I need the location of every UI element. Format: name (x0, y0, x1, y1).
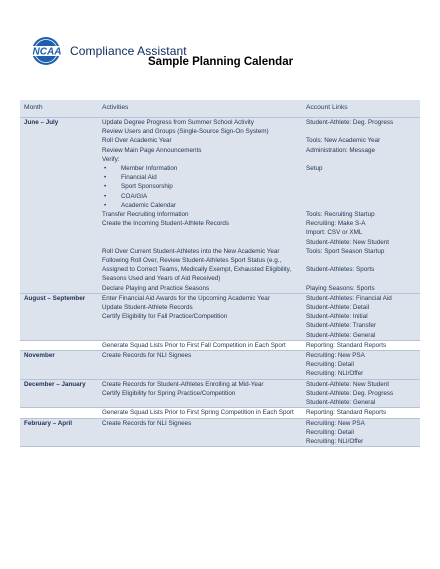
column-header-month: Month (20, 100, 98, 118)
table-row (20, 118, 420, 128)
document-header (26, 36, 426, 86)
activity-cell: Review Users and Groups (Single-Source Sign-On System) (98, 127, 302, 136)
link-text: Recruiting: NLI/Offer (306, 437, 364, 445)
activity-cell: Review Main Page Announcements (98, 146, 302, 155)
link-cell (302, 219, 420, 247)
link-cell: Playing Seasons: Sports (302, 284, 420, 294)
page-title: Sample Planning Calendar (148, 56, 294, 68)
brand-name: Compliance Assistant (70, 44, 187, 58)
list-item: • Member Information (102, 164, 299, 173)
planning-calendar-table (20, 100, 420, 447)
verify-label: Verify: (102, 155, 120, 163)
activity-cell: Create Records for NLI Signees (98, 418, 302, 447)
month-cell: June – July (20, 118, 98, 128)
logo-text: NCAA (32, 46, 62, 58)
link-text: Setup (306, 164, 323, 172)
month-cell (20, 284, 98, 294)
table-row (20, 303, 420, 312)
table-row (20, 293, 420, 303)
table-row (20, 312, 420, 340)
activity-cell: Roll Over Academic Year (98, 136, 302, 145)
month-cell (20, 136, 98, 145)
column-header-account-links: Account Links (302, 100, 420, 118)
link-cell: Tools: New Academic Year (302, 136, 420, 145)
table-row (20, 247, 420, 256)
link-cell (302, 256, 420, 284)
link-text: Recruiting: Make S-A (306, 220, 366, 228)
month-cell (20, 340, 98, 350)
month-cell (20, 155, 98, 210)
month-cell (20, 219, 98, 247)
activity-cell: Enter Financial Aid Awards for the Upcoming Academic Year (98, 293, 302, 303)
activity-cell: Update Degree Progress from Summer School Activity (98, 118, 302, 128)
activity-cell: Certify Eligibility for Fall Practice/Competition (98, 312, 302, 340)
link-text: Student-Athletes: Sports (306, 266, 375, 274)
table-row (20, 418, 420, 447)
column-header-activities: Activities (98, 100, 302, 118)
month-cell (20, 127, 98, 136)
link-text: Recruiting: NLI/Offer (306, 370, 364, 378)
link-cell (302, 312, 420, 340)
activity-cell: Create the Incoming Student-Athlete Records (98, 219, 302, 247)
month-cell (20, 210, 98, 219)
activity-cell: Create Records for NLI Signees (98, 351, 302, 380)
table-row (20, 389, 420, 408)
link-cell (302, 351, 420, 380)
link-cell: Student-Athletes: Financial Aid (302, 293, 420, 303)
verify-list (102, 164, 299, 210)
link-text: Student-Athlete: Initial (306, 313, 368, 321)
list-item: • Academic Calendar (102, 201, 299, 210)
month-cell: December – January (20, 379, 98, 389)
month-cell (20, 303, 98, 312)
activity-cell: Declare Playing and Practice Seasons (98, 284, 302, 294)
table-row (20, 351, 420, 380)
activity-cell: Following Roll Over, Review Student-Athletes Sport Status (e.g., Assigned to Correct Teams, Medically Exempt, Exhausted Eligibility, Seasons Used and Years of Aid Received) (98, 256, 302, 284)
link-text: Recruiting: Detail (306, 361, 354, 369)
activity-cell: Update Student-Athlete Records (98, 303, 302, 312)
month-cell (20, 389, 98, 408)
table-row (20, 155, 420, 210)
table-row (20, 146, 420, 155)
table-row (20, 340, 420, 350)
list-item: • COA/GIA (102, 192, 299, 201)
activity-cell: Transfer Recruiting Information (98, 210, 302, 219)
link-text: Student-Athlete: General (306, 331, 376, 339)
list-item: • Financial Aid (102, 173, 299, 182)
activity-cell: Generate Squad Lists Prior to First Spring Competition in Each Sport (98, 408, 302, 418)
table-row (20, 408, 420, 418)
link-text: Student-Athlete: New Student (306, 238, 389, 246)
activity-cell: Create Records for Student-Athletes Enrolling at Mid-Year (98, 379, 302, 389)
link-cell (302, 389, 420, 408)
link-cell: Administration: Message (302, 146, 420, 155)
link-cell (302, 127, 420, 136)
link-text: Student-Athlete: Transfer (306, 322, 377, 330)
month-cell (20, 247, 98, 256)
link-cell: Tools: Sport Season Startup (302, 247, 420, 256)
month-cell: November (20, 351, 98, 380)
table-row (20, 256, 420, 284)
link-text: Import: CSV or XML (306, 229, 363, 237)
month-cell: August – September (20, 293, 98, 303)
activity-cell: Roll Over Current Student-Athletes into the New Academic Year (98, 247, 302, 256)
link-text: Student-Athlete: Deg. Progress (306, 389, 394, 397)
link-cell: Reporting: Standard Reports (302, 408, 420, 418)
activity-cell: Generate Squad Lists Prior to First Fall Competition in Each Sport (98, 340, 302, 350)
ncaa-logo (26, 36, 70, 66)
list-item: • Sport Sponsorship (102, 182, 299, 191)
month-cell (20, 312, 98, 340)
link-text: Recruiting: Detail (306, 428, 354, 436)
link-cell (302, 155, 420, 210)
activity-cell (98, 155, 302, 210)
link-text: Student-Athlete: General (306, 399, 376, 407)
table-row (20, 219, 420, 247)
link-cell: Tools: Recruiting Startup (302, 210, 420, 219)
link-cell: Reporting: Standard Reports (302, 340, 420, 350)
month-cell (20, 256, 98, 284)
table-row (20, 284, 420, 294)
month-cell: February – April (20, 418, 98, 447)
link-cell: Student-Athlete: Detail (302, 303, 420, 312)
ncaa-logo-icon (26, 36, 70, 66)
table-row (20, 379, 420, 389)
month-cell (20, 408, 98, 418)
table-header-row (20, 100, 420, 118)
link-text: Recruiting: New PSA (306, 352, 365, 360)
table-row (20, 136, 420, 145)
table-row (20, 127, 420, 136)
link-cell (302, 418, 420, 447)
link-cell: Student-Athlete: New Student (302, 379, 420, 389)
link-text: Recruiting: New PSA (306, 419, 365, 427)
table-row (20, 210, 420, 219)
activity-cell: Certify Eligibility for Spring Practice/Competition (98, 389, 302, 408)
link-cell: Student-Athlete: Deg. Progress (302, 118, 420, 128)
month-cell (20, 146, 98, 155)
